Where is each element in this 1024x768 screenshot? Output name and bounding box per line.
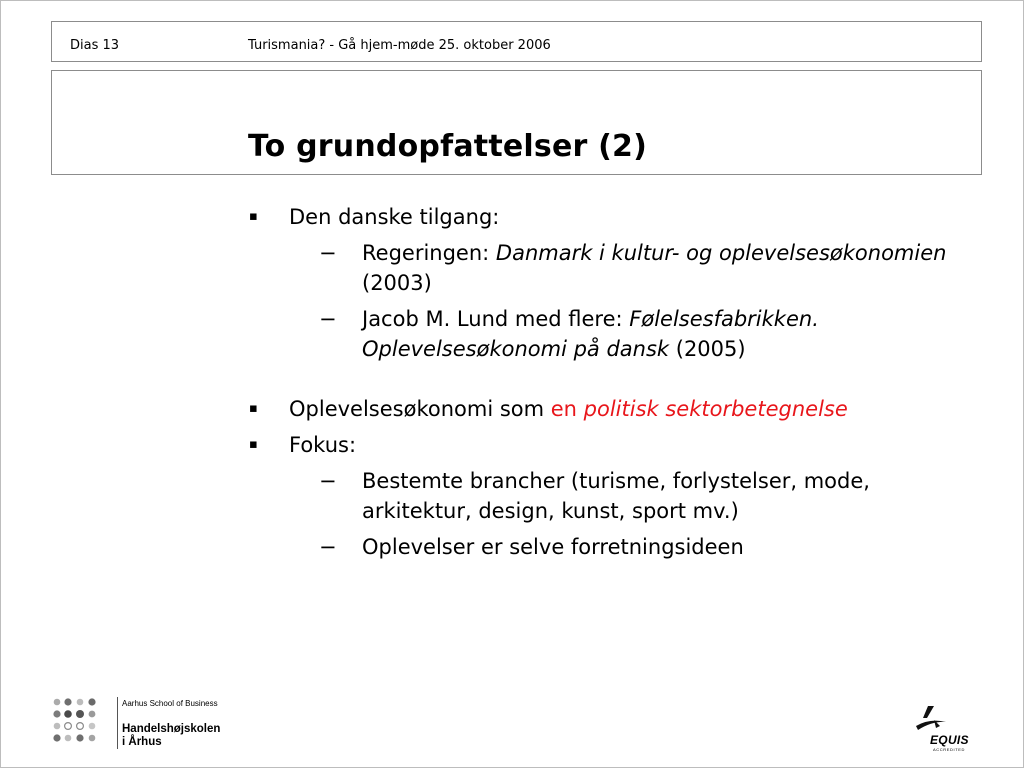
dash-bullet-icon: − (319, 535, 337, 559)
sub-bullet-suffix: (2003) (362, 271, 432, 295)
title-box (51, 70, 982, 175)
sub-bullet-text: Bestemte brancher (turisme, forlystelser, mode, arkitektur, design, kunst, sport mv.) (362, 469, 870, 523)
square-bullet-icon: ▪ (249, 401, 258, 416)
sub-bullet-item (249, 304, 969, 364)
logo-english-name: Aarhus School of Business (122, 699, 218, 708)
bullet-text: Fokus: (289, 433, 357, 457)
sub-bullet-item (249, 466, 969, 526)
bullet-highlight: en (550, 397, 584, 421)
dash-bullet-icon: − (319, 307, 337, 331)
sub-bullet-prefix: Jacob M. Lund med flere: (362, 307, 630, 331)
bullet-item (249, 394, 969, 424)
dash-bullet-icon: − (319, 241, 337, 265)
sub-bullet-item (249, 532, 969, 562)
bullet-text-prefix: Oplevelsesøkonomi som (289, 397, 551, 421)
sub-bullet-italic: Danmark i kultur- og oplevelsesøkonomien (495, 241, 947, 265)
bullet-item (249, 202, 969, 232)
logo-danish-name-line1: Handelshøjskolen (122, 723, 221, 735)
square-bullet-icon: ▪ (249, 437, 258, 452)
bullet-text: Den danske tilgang: (289, 205, 500, 229)
header-text: Turismania? - Gå hjem-møde 25. oktober 2006 (248, 38, 551, 53)
equis-swoosh-icon (914, 704, 948, 734)
slide-content (249, 202, 969, 562)
bullet-item (249, 430, 969, 460)
logo-divider (117, 697, 118, 749)
sub-bullet-prefix: Regeringen: (362, 241, 496, 265)
dash-bullet-icon: − (319, 469, 337, 493)
square-bullet-icon: ▪ (249, 209, 258, 224)
logo-danish-name-line2: i Århus (122, 736, 162, 748)
slide-title: To grundopfattelser (2) (248, 129, 648, 164)
bullet-highlight-italic: politisk sektorbetegnelse (583, 397, 848, 421)
equis-logo-text: EQUIS (930, 733, 969, 747)
slide-number: Dias 13 (70, 38, 120, 53)
sub-bullet-text: Oplevelser er selve forretningsideen (362, 535, 744, 559)
sub-bullet-suffix: (2005) (669, 337, 746, 361)
equis-logo-subtext: ACCREDITED (933, 747, 966, 752)
dot-grid-logo-icon (52, 697, 112, 749)
sub-bullet-item (249, 238, 969, 298)
sub-bullet-italic: Følelsesfabrikken. Oplevelsesøkonomi på dansk (362, 307, 819, 361)
header-bar (51, 21, 982, 62)
